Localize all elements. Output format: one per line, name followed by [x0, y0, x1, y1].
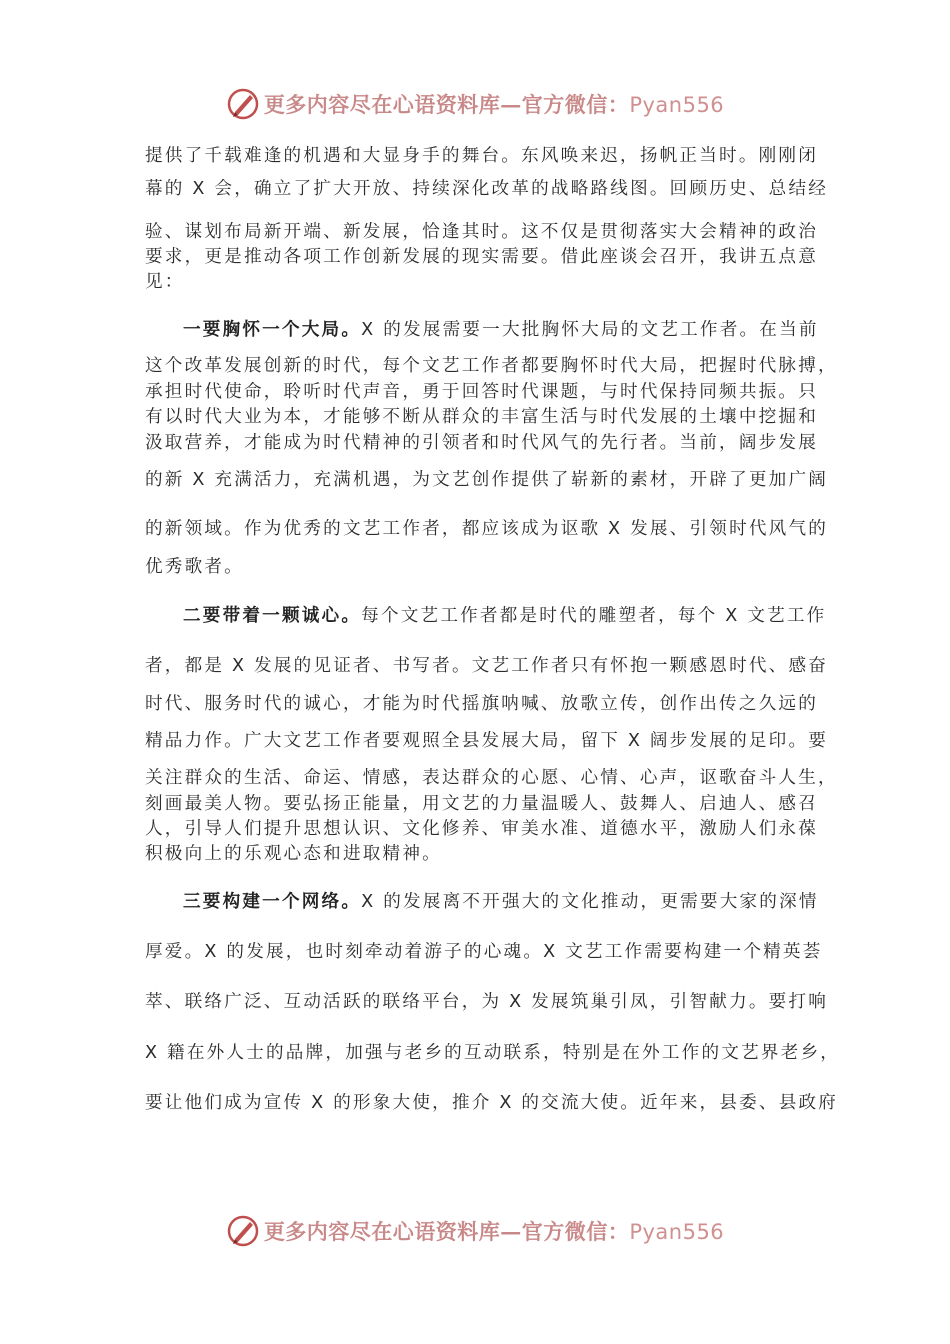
paragraph-line: 验、谋划布局新开端、新发展，恰逢其时。这不仅是贯彻落实大会精神的政治: [145, 222, 818, 242]
paragraph-line: X 籍在外人士的品牌，加强与老乡的互动联系，特别是在外工作的文艺界老乡，: [145, 1043, 841, 1063]
paragraph-line: 精品力作。广大文艺工作者要观照全县发展大局，留下 X 阔步发展的足印。要: [145, 731, 829, 751]
paragraph-line: 积极向上的乐观心态和进取精神。: [145, 844, 442, 864]
section-2-first-line: 二要带着一颗诚心。每个文艺工作者都是时代的雕塑者，每个 X 文艺工作: [183, 606, 827, 626]
paragraph-line: 有以时代大业为本，才能够不断从群众的丰富生活与时代发展的土壤中挖掘和: [145, 407, 818, 427]
section-heading: 一要胸怀一个大局。: [183, 320, 362, 340]
paragraph-line: 这个改革发展创新的时代，每个文艺工作者都要胸怀时代大局，把握时代脉搏，: [145, 356, 838, 376]
footer-banner: [0, 1211, 950, 1251]
paragraph-line: 汲取营养，才能成为时代精神的引领者和时代风气的先行者。当前，阔步发展: [145, 433, 818, 453]
paragraph-line: 的新 X 充满活力，充满机遇，为文艺创作提供了崭新的素材，开辟了更加广阔: [145, 470, 829, 490]
section-heading: 三要构建一个网络。: [183, 892, 362, 912]
section-3-first-line: 三要构建一个网络。X 的发展离不开强大的文化推动，更需要大家的深情: [183, 892, 819, 912]
pen-logo-icon: [226, 1214, 260, 1248]
paragraph-line: 刻画最美人物。要弘扬正能量，用文艺的力量温暖人、鼓舞人、启迪人、感召: [145, 794, 818, 814]
paragraph-line: 见：: [145, 272, 185, 292]
paragraph-line: 要求，更是推动各项工作创新发展的现实需要。借此座谈会召开，我讲五点意: [145, 247, 818, 267]
paragraph-line: 人，引导人们提升思想认识、文化修养、审美水准、道德水平，激励人们永葆: [145, 819, 818, 839]
banner-text: 更多内容尽在心语资料库—官方微信：Pyan556: [263, 1219, 725, 1244]
pen-logo-icon: [226, 87, 260, 121]
paragraph-line: 者，都是 X 发展的见证者、书写者。文艺工作者只有怀抱一颗感恩时代、感奋: [145, 656, 829, 676]
paragraph-line: 要让他们成为宣传 X 的形象大使，推介 X 的交流大使。近年来，县委、县政府: [145, 1093, 839, 1113]
paragraph-line: 提供了千载难逢的机遇和大显身手的舞台。东风唤来迟，扬帆正当时。刚刚闭: [145, 146, 818, 166]
paragraph-line: 承担时代使命，聆听时代声音，勇于回答时代课题，与时代保持同频共振。只: [145, 382, 818, 402]
paragraph-line: 的新领域。作为优秀的文艺工作者，都应该成为讴歌 X 发展、引领时代风气的: [145, 519, 829, 539]
paragraph-line: 萃、联络广泛、互动活跃的联络平台，为 X 发展筑巢引凤，引智献力。要打响: [145, 992, 829, 1012]
header-banner: [0, 84, 950, 124]
section-1-first-line: 一要胸怀一个大局。X 的发展需要一大批胸怀大局的文艺工作者。在当前: [183, 320, 819, 340]
paragraph-line: 关注群众的生活、命运、情感，表达群众的心愿、心情、心声，讴歌奋斗人生，: [145, 768, 838, 788]
banner-text: 更多内容尽在心语资料库—官方微信：Pyan556: [263, 92, 725, 117]
paragraph-line: 优秀歌者。: [145, 557, 244, 577]
section-heading: 二要带着一颗诚心。: [183, 606, 362, 626]
paragraph-line: 幕的 X 会，确立了扩大开放、持续深化改革的战略路线图。回顾历史、总结经: [145, 179, 829, 199]
paragraph-line: 厚爱。X 的发展，也时刻牵动着游子的心魂。X 文艺工作需要构建一个精英荟: [145, 942, 823, 962]
paragraph-line: 时代、服务时代的诚心，才能为时代摇旗呐喊、放歌立传，创作出传之久远的: [145, 694, 818, 714]
